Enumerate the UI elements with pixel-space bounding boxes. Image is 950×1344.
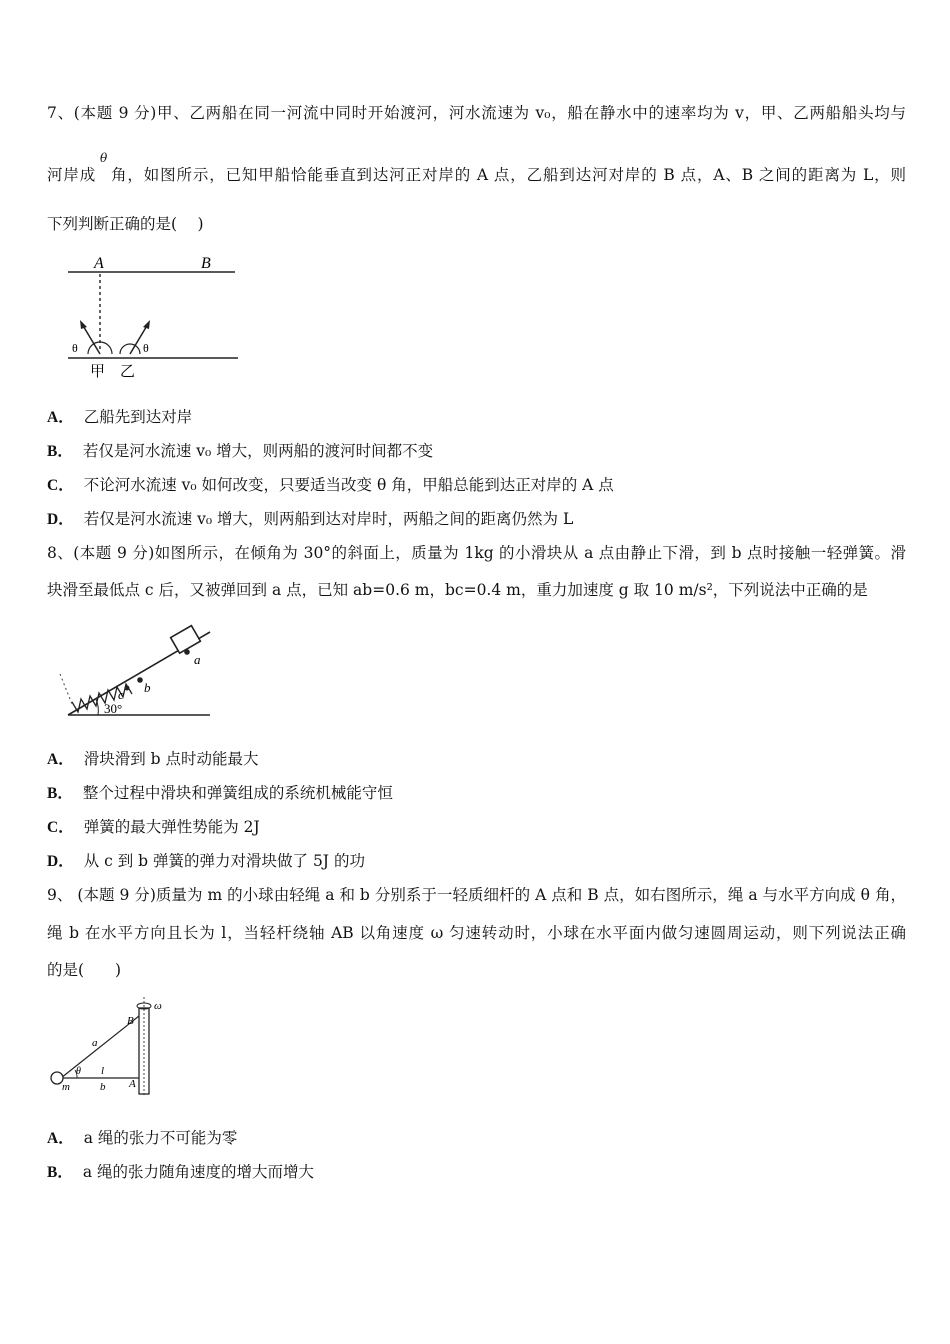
spring-wall <box>60 674 72 704</box>
option-text: 整个过程中滑块和弹簧组成的系统机械能守恒 <box>82 784 393 802</box>
q7-option-b[interactable] <box>47 441 433 462</box>
q8-line-1: 8、(本题 9 分)如图所示，在倾角为 30°的斜面上，质量为 1kg 的小滑块从 a 点由静止下滑，到 b 点时接触一轻弹簧。滑 <box>47 544 906 562</box>
option-text: a 绳的张力不可能为零 <box>83 1129 238 1147</box>
option-letter: B． <box>47 785 73 802</box>
q8-incline-diagram <box>50 612 215 722</box>
boat-yi-arrowhead <box>143 320 150 329</box>
option-text: 若仅是河水流速 v₀ 增大，则两船的渡河时间都不变 <box>82 442 434 460</box>
label-l: l <box>101 1065 105 1077</box>
option-letter: D． <box>47 853 74 870</box>
q8-option-b[interactable] <box>47 783 393 804</box>
point-c-dot <box>125 686 130 691</box>
option-text: 不论河水流速 v₀ 如何改变，只要适当改变 θ 角，甲船总能到达正对岸的 A 点 <box>83 476 614 494</box>
q7-line-2-suffix: 角，如图所示，已知甲船恰能垂直到达河正对岸的 A 点，乙船到达河对岸的 B 点，A、B 之间的距离为 L，则 <box>110 166 906 184</box>
q7-river-diagram <box>60 250 250 385</box>
option-text: 乙船先到达对岸 <box>83 408 193 426</box>
q9-line-3: 的是( ) <box>47 961 122 979</box>
option-text: 从 c 到 b 弹簧的弹力对滑块做了 5J 的功 <box>83 852 365 870</box>
option-text: 滑块滑到 b 点时动能最大 <box>83 750 259 768</box>
option-letter: C． <box>47 477 74 494</box>
q7-line-2-prefix: 河岸成 <box>47 166 97 184</box>
q9-line-2: 绳 b 在水平方向且长为 l，当轻杆绕轴 AB 以角速度 ω 匀速转动时，小球在水平面内做匀速圆周运动，则下列说法正确 <box>47 924 906 942</box>
label-angle: 30° <box>104 701 123 716</box>
option-text: 若仅是河水流速 v₀ 增大，则两船到达对岸时，两船之间的距离仍然为 L <box>83 510 574 528</box>
label-theta: θ <box>76 1066 81 1077</box>
boat-jia-arrowhead <box>80 320 87 329</box>
option-text: a 绳的张力随角速度的增大而增大 <box>82 1163 315 1181</box>
q7-option-a[interactable] <box>47 407 192 428</box>
label-B: B <box>201 255 211 272</box>
option-letter: A． <box>47 751 74 768</box>
label-c: c <box>118 687 124 702</box>
slider-block <box>171 626 201 654</box>
q7-option-d[interactable] <box>47 509 573 530</box>
q7-option-c[interactable] <box>47 475 614 496</box>
label-yi: 乙 <box>120 364 136 380</box>
q8-option-c[interactable] <box>47 817 260 838</box>
label-theta-left: θ <box>72 341 78 355</box>
label-B: B <box>127 1015 134 1027</box>
label-m: m <box>62 1081 70 1093</box>
label-theta-right: θ <box>143 341 149 355</box>
point-a-dot <box>184 649 190 655</box>
q7-figure <box>60 250 250 389</box>
q7-line-3: 下列判断正确的是( ) <box>47 215 204 233</box>
label-a: a <box>194 652 201 667</box>
option-text: 弹簧的最大弹性势能为 2J <box>83 818 260 836</box>
q9-figure <box>45 994 180 1102</box>
label-a: a <box>92 1037 98 1049</box>
option-letter: C． <box>47 819 74 836</box>
q9-line-1: 9、 (本题 9 分)质量为 m 的小球由轻绳 a 和 b 分别系于一轻质细杆的 A 点和 B 点，如右图所示，绳 a 与水平方向成 θ 角， <box>47 886 906 904</box>
label-A: A <box>94 255 104 272</box>
label-b: b <box>144 680 151 695</box>
label-omega: ω <box>154 1000 162 1012</box>
q8-option-d[interactable] <box>47 851 365 872</box>
q7-theta-superscript: θ <box>100 151 108 165</box>
option-letter: B． <box>47 443 73 460</box>
angle-arc-yi <box>120 344 140 354</box>
q8-line-2: 块滑至最低点 c 后，又被弹回到 a 点，已知 ab=0.6 m，bc=0.4 m，重力加速度 g 取 10 m/s²，下列说法中正确的是 <box>47 581 868 599</box>
label-b: b <box>100 1081 106 1093</box>
q8-option-a[interactable] <box>47 749 258 770</box>
option-letter: D． <box>47 511 74 528</box>
q9-option-a[interactable] <box>47 1128 237 1149</box>
label-A: A <box>129 1078 136 1090</box>
option-letter: B． <box>47 1164 73 1181</box>
q7-line-2 <box>47 165 906 185</box>
boat-jia-heading <box>82 324 100 354</box>
q9-rod-diagram <box>45 994 180 1098</box>
option-letter: A． <box>47 409 74 426</box>
label-jia: 甲 <box>90 364 106 380</box>
q7-line-1: 7、(本题 9 分)甲、乙两船在同一河流中同时开始渡河，河水流速为 v₀，船在静水中的速率均为 v，甲、乙两船船头均与 <box>47 104 906 122</box>
q8-figure <box>50 612 215 726</box>
q9-option-b[interactable] <box>47 1162 314 1183</box>
point-b-dot <box>137 677 143 683</box>
option-letter: A． <box>47 1130 74 1147</box>
